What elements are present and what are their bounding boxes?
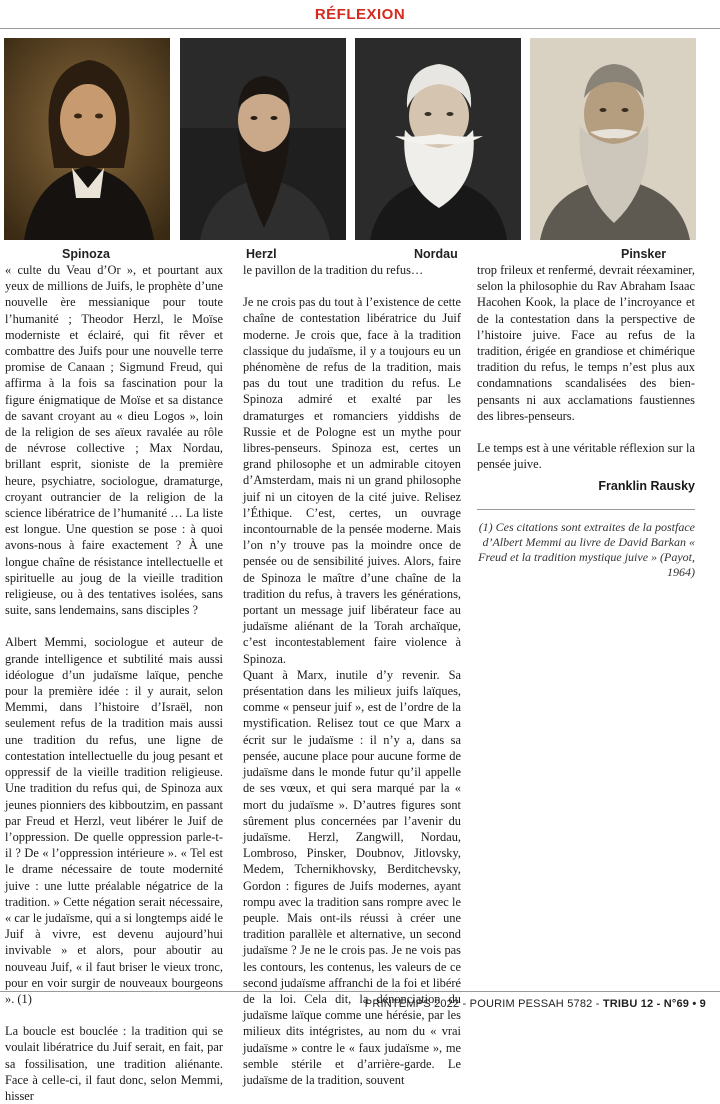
author-signature: Franklin Rausky [598, 479, 695, 494]
paragraph: Je ne crois pas du tout à l’existence de cette chaîne de contestation libératrice du Juif moderne. Je crois que, face à la tradition classique du judaïsme, il y a toujours eu un phénomène de refus de la tradition, mais pas du tout une tradition du refus. Le Spinoza admiré et exalté par les dramaturges et romanciers yiddishs de Russie et de Pologne est un mythe pour libres-penseurs. Spinoza est, certes un grand philosophe et un admirable citoyen d’Amsterdam, mais ni un grand philosophe juif ni un citoyen de la cité juive. Relisez l’Éthique. C’est, certes, un ouvrage incontournable de la pensée moderne. Mais l’on n’y trouve pas la moindre once de pensée ou de sensibilité juives. Alors, faire de Spinoza le maître d’une chaîne de la tradition du refus, à travers les générations, portant un message juif libérateur face au judaïsme aliénant de la Torah archaïque, c’est incontestablement faire violence à Spinoza. [243, 295, 461, 666]
bottom-divider [0, 991, 720, 992]
portrait-row [4, 38, 716, 240]
section-title: RÉFLEXION [314, 6, 406, 23]
portrait-pinsker-icon [530, 38, 696, 240]
paragraph: Albert Memmi, sociologue et auteur de grande intelligence et subtilité mais aussi idéologue d’un judaïsme laïque, penche pour la première idée : il y aurait, selon Memmi, dans l’histoire d’Israël, non seulement refus de la tradition mais aussi une tradition du refus, une ligne de contestation intellectuelle du joug pesant et oppressif de la vieille tradition religieuse. Une tradition du refus qui, de Spinoza aux jeunes pionniers des kibboutzim, en passant par Freud et Herzl, veut libérer le Juif de l’oppression. De quelle oppression parle-t-il ? De « l’oppression intérieure ». « Tel est le drame nécessaire de toute modernité juive : une lutte préalable négatrice de la tradition. » Cette négation serait nécessaire, « car le judaïsme, qui a si longtemps aidé le Juif à vivre, est devenu aujourd’hui invivable » et alors, pour aboutir au nouveau Juif, « il faut briser le vieux tronc, pour en voir surgir de nouveaux bourgeons ». (1) [5, 635, 223, 1006]
paragraph: Quant à Marx, inutile d’y revenir. Sa présentation dans les milieux juifs laïques, comme « penseur juif », est de l’ordre de la mystification. Relisez tout ce que Marx a écrit sur le judaïsme : il n’y a, dans sa pensée, aucune place pour aucune forme de judaïsme dans le monde futur qu’il appelle de ses vœux, et qui sera marqué par la « mort du judaïsme ». D’autres figures sont sûrement plus concernées par l’avenir du judaïsme. Herzl, Zangwill, Nordau, Lombroso, Pinsker, Doubnov, Jitlovsky, Medem, Tchernikhovsky, Berditchevsky, Gordon : figures de Juifs modernes, ayant rompu avec la tradition sans rompre avec le peuple. Mais ont-ils réussi à créer une tradition parallèle et alternative, un second judaïsme ? Je ne le crois pas. Je ne vois pas les contours, les contenus, les valeurs de ce second judaïsme affranchi de la foi et libéré de la loi. Cela dit, la dénonciation du judaïsme laïque comme une hérésie, par les milieux dits intégristes, au nom du « vrai judaïsme » contre le « faux judaïsme », me semble stérile et d’arrière-garde. Le judaïsme de la tradition, souvent [243, 667, 461, 1087]
top-divider [0, 28, 720, 29]
footer-magazine: TRIBU 12 - N°69 • 9 [602, 998, 706, 1010]
paragraph: trop frileux et renfermé, devrait réexaminer, selon la philosophie du Rav Abraham Isaac Hacohen Kook, la place de l’incroyance et de la contestation dans la perspective de l’histoire juive. Face au refus de la tradition, érigée en grandiose et chimérique tradition du refus, le temps n’est plus aux condamnations scandalisées des bien-pensants ni aux acclamations faustiennes des libres-penseurs. [477, 263, 695, 423]
article-column-2 [243, 262, 461, 1088]
caption-nordau: Nordau [414, 247, 458, 261]
paragraph: Le temps est à une véritable réflexion sur la pensée juive. [477, 441, 695, 472]
portrait-spinoza-icon [4, 38, 170, 240]
article-column-3 [477, 262, 695, 580]
footer-issue: PRINTEMPS 2022 - POURIM PESSAH 5782 - [364, 998, 603, 1010]
caption-spinoza: Spinoza [62, 247, 110, 261]
page-footer [365, 998, 706, 1010]
paragraph: « culte du Veau d’Or », et pourtant aux yeux de millions de Juifs, le prophète d’une nouvelle ère messianique pour toute l’humanité ; Theodor Herzl, le Moïse moderniste et éclairé, qui fit rêver et combattre des Juifs pour une nouvelle terre promise de Canaan ; Sigmund Freud, qui affirma à la fois sa fascination pour la figure énigmatique de Moïse et sa distance de savant croyant au « dieu Logos », loin de la religion de ses aïeux ravalée au rôle de névrose collective ; Max Nordau, brillant esprit, sioniste de la première heure, psychiatre, sociologue, dramaturge, croyant outrancier de la religion de la science libératrice de l’humanité … La liste est longue. Une question se pose : à quoi avons-nous à faire exactement ? À une longue chaîne de résistance intellectuelle et spirituelle au joug de la vieille tradition religieuse, ou à des tentatives isolées, sans suite, sans lendemains, sans disciples ? [5, 263, 223, 618]
paragraph: le pavillon de la tradition du refus… [243, 263, 424, 277]
article-column-1 [5, 262, 223, 1104]
portrait-nordau-icon [355, 38, 521, 240]
portrait-herzl-icon [180, 38, 346, 240]
caption-pinsker: Pinsker [621, 247, 667, 261]
footnote-divider [477, 509, 695, 510]
paragraph: La boucle est bouclée : la tradition qui se voulait libératrice du Juif serait, en fait, par sa fossilisation, une tradition aliénante. Face à celle-ci, il faut donc, selon Memmi, hisser [5, 1024, 223, 1103]
caption-herzl: Herzl [246, 247, 277, 261]
footnote: (1) Ces citations sont extraites de la postface d’Albert Memmi au livre de David Barkan « Freud et la tradition mystique juive » (Payot, 1964) [478, 519, 695, 579]
